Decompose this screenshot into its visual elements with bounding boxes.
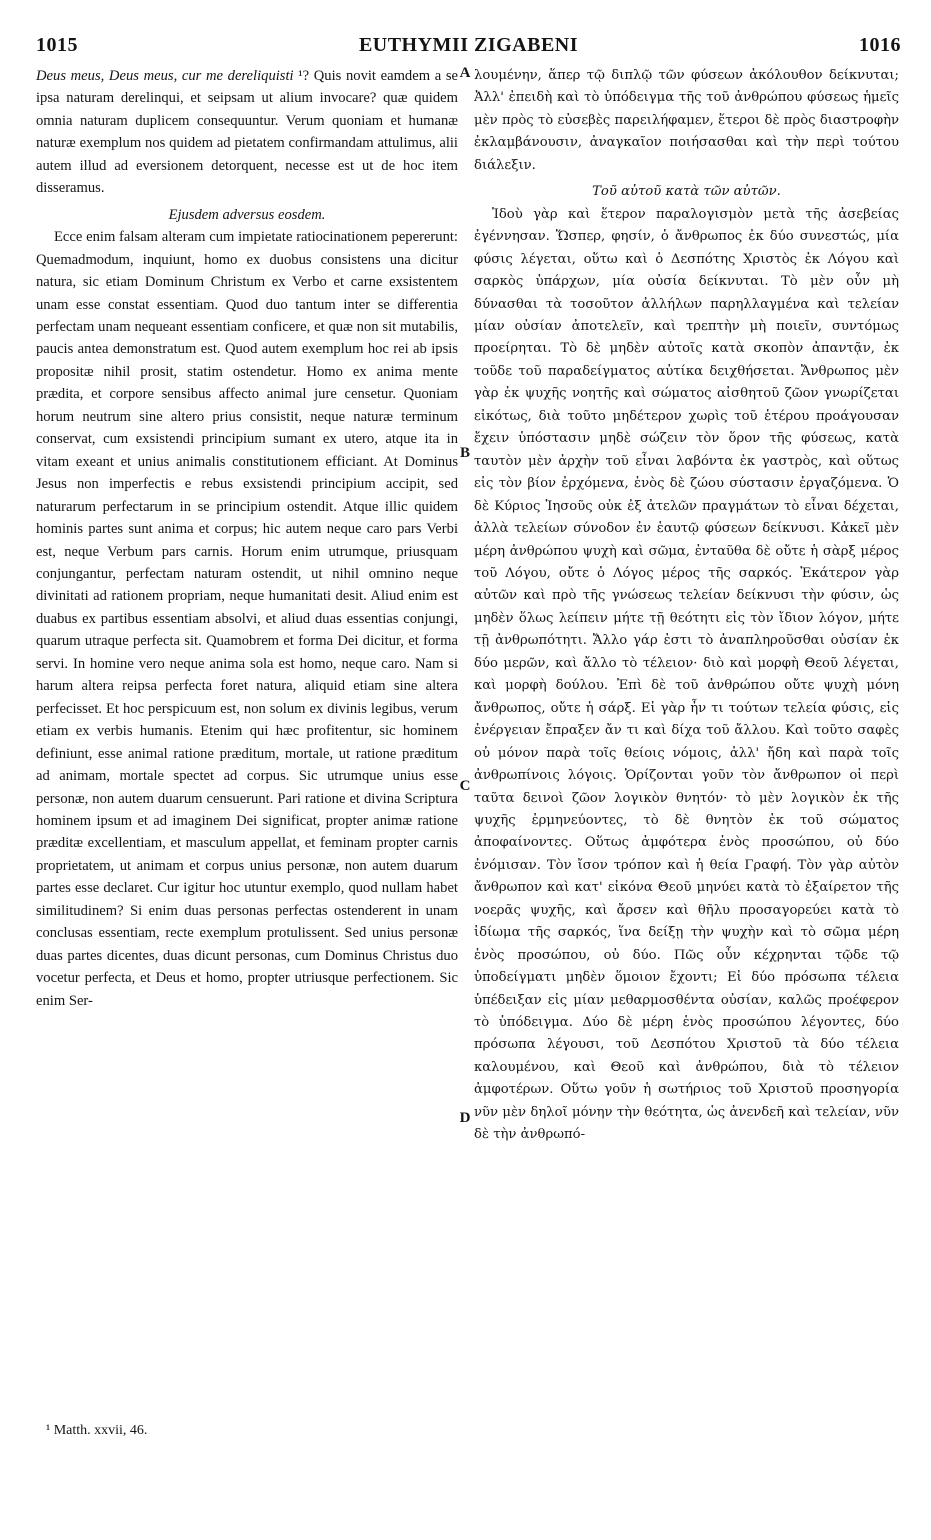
- margin-marker-c: C: [459, 778, 471, 794]
- greek-section-title: Τοῦ αὐτοῦ κατὰ τῶν αὐτῶν.: [592, 184, 781, 200]
- latin-paragraph-2: Ecce enim falsam alteram cum impietate ratiocinationem pepererunt: Quemadmodum, inquiunt, homo ex duobus consistens una dicitur natura, sic etiam Dominum Christum ex Verbo et carne exsistentem unam esse constat essentiam. Quod duo tantum inter se differentia perfectam unam nequeant essentiam conficere, et quæ non sit mutabilis, paucis antea demonstratum est. Quod autem exemplum hoc rei ab ipsis propositæ nihil prosit, statim ostendetur. Homo ex anima mente prædita, et corpore sensibus affecto animal jure censetur. Quoniam horum neutrum sine altero prius consistit, neque naturæ terminum conservat, cum exsistendi principium sumant ex utero, atque ita in vitam exeant et unius animalis constitutionem efficiant. At Dominus Jesus non imperfectis e rebus exsistendi principium accipit, sed naturarum perfectarum in se principium ostendit. Atque illic quidem hominis partes sunt anima et corpus; hic autem neque caro pars Verbi est, neque Verbum pars carnis. Horum enim utrumque, priusquam conjungantur, perfectam naturam ostendit, ut nihil omnino neque divinitati ad rationem propriam, neque humanitati desit. Aliud enim est duabus ex partibus essentiam absolvi, et aliud duas essentias conjungi, quarum utraque perfecta sit. Quamobrem et forma Dei dicitur, et forma servi. In homine vero neque anima sola est homo, neque caro. Nam si harum altera reipsa perfecta foret natura, aliquid etiam sine altera perfecisset. Et hoc perspicuum est, non solum ex divinis legibus, verum etiam ex verbis humanis. Etenim qui hæc profitentur, sic hominem definiunt, esse animal ratione præditum, mortale, ut ratione præditum ad animam, mortale spectet ad corpus. Sic utrumque unius esse personæ, non autem duarum censuerunt. Pari ratione et divina Scriptura hominem ipsum et ad imaginem Dei significat, propter animæ ratione præditæ excellentiam, et masculum appellat, et feminam propter carnis proprietatem, ut animam et corpus unius personæ, non autem duarum partes esse declaret. Cur igitur hoc utuntur exemplo, quod nullam habet similitudinem? Si enim duas personas perfectas ostenderent in unam conclusas essentiam, recte exemplum protulissent. Sed unius personæ duas partes dicentes, duas dicunt personas, cum Dominus Christus duo vocetur perfecta, et Deus et homo, propter utriusque perfectionem. Sic enim Ser-: [36, 229, 458, 1009]
- latin-section-title: Ejusdem adversus eosdem.: [168, 206, 326, 223]
- right-page-number: 1016: [859, 34, 901, 56]
- footnote: ¹ Matth. xxvii, 46.: [46, 1423, 148, 1438]
- greek-paragraph-1: λουμένην, ἅπερ τῷ διπλῷ τῶν φύσεων ἀκόλουθον δείκνυται; Ἀλλ' ἐπειδὴ καὶ τὸ ὑπόδειγμα τῆς τοῦ ἀνθρώπου φύσεως ἡμεῖς μὲν πρὸς τὸ εὐσεβὲς παρειλήφαμεν, ἕτεροι δὲ πρὸς διαστροφὴν ἐκλαμβάνουσιν, ἀναγκαῖον ποιήσασθαι καὶ τὴν περὶ τούτου διάλεξιν.: [474, 68, 899, 173]
- latin-column: [36, 65, 458, 1012]
- latin-paragraph-1-text: ¹? Quis novit eamdem a se ipsa naturam derelinqui, et seipsam ut alium invocare? quæ quidem omnia naturam duplicem consequuntur. Verum quoniam et humanæ naturæ exemplum nos quidem ad pietatem confirmandam attulimus, alii autem illud ad eversionem detorquent, necesse est ut de hoc item disseramus.: [36, 68, 458, 197]
- running-title: EUTHYMII ZIGABENI: [358, 34, 579, 56]
- margin-marker-a: A: [459, 65, 471, 81]
- margin-marker-d: D: [459, 1110, 471, 1126]
- latin-paragraph-1: [36, 65, 458, 200]
- greek-column: [474, 65, 899, 1147]
- margin-marker-b: B: [459, 445, 470, 461]
- greek-paragraph-2: Ἰδοὺ γὰρ καὶ ἕτερον παραλογισμὸν μετὰ τῆς ἀσεβείας ἐγέννησαν. Ὥσπερ, φησίν, ὁ ἄνθρωπος ἐκ δύο συνεστώς, μία φύσις λέγεται, οὕτω καὶ ὁ Δεσπότης Χριστὸς ἐκ Λόγου καὶ σαρκὸς ὑπάρχων, μία οὐσία δείκνυται. Τὸ μὲν οὖν μὴ δύνασθαι τὰ τοσοῦτον ἀλλήλων παρηλλαγμένα καὶ τελείαν μίαν οὐσίαν ἀποτελεῖν, καὶ τρεπτὴν μὴ ποιεῖν, συντόμως προείρηται. Τὸ δὲ μηδὲν αὐτοῖς κατὰ σκοπὸν ἀπαντᾷν, ἐκ τοῦδε τοῦ παραδείγματος αὐτίκα δειχθήσεται. Ἄνθρωπος μὲν γὰρ ἐκ ψυχῆς νοητῆς καὶ σώματος αἰσθητοῦ ζῶον γνωρίζεται εἰκότως, διὰ τοῦτο μηδέτερον χωρὶς τοῦ ἑτέρου προάγουσαν ἔχειν ὑπόστασιν μηδὲ σώζειν τὸν ὅρον τῆς φύσεως, κατὰ ταυτὸν μὲν ἀρχὴν τοῦ εἶναι λαβόντα ἐκ γαστρὸς, καὶ οὕτως εἰς τὸν βίον ἐρχόμενα, ἑνὸς δὲ ζώου σύστασιν ἐργαζόμενα. Ὁ δὲ Κύριος Ἰησοῦς οὐκ ἐξ ἀτελῶν πραγμάτων τὸ εἶναι δέχεται, ἀλλὰ τελείων σύνοδον ἐν ἑαυτῷ φύσεων δείκνυσι. Κἀκεῖ μὲν μέρη ἀνθρώπου ψυχὴ καὶ σῶμα, ἐνταῦθα δὲ οὔτε ἡ σὰρξ μέρος τοῦ Λόγου, οὔτε ὁ Λόγος μέρος τῆς σαρκός. Ἑκάτερον γὰρ αὐτῶν καὶ πρὸ τῆς γνώσεως τελείαν δείκνυσι τὴν φύσιν, ὡς μηδὲν ὅλως λείπειν μήτε τῇ θεότητι εἰς τὸν ἴδιον λόγον, μήτε τῇ ἀνθρωπότητι. Ἄλλο γάρ ἐστι τὸ ἀναπληροῦσθαι οὐσίαν ἐκ δύο μερῶν, καὶ ἄλλο τὸ τέλειον· διὸ καὶ μορφὴ Θεοῦ λέγεται, καὶ μορφὴ δούλου. Ἐπὶ δὲ τοῦ ἀνθρώπου οὔτε ψυχὴ μόνη ἄνθρωπος, οὔτε ἡ σάρξ. Εἰ γὰρ ἦν τι τούτων τελεία φύσις, εἰς ἐνέργειαν ἔπραξεν ἄν τι καὶ δίχα τοῦ ἄλλου. Καὶ τοῦτο σαφὲς οὐ μόνον παρὰ τοῖς θείοις νόμοις, ἀλλ' ἤδη καὶ παρὰ τοῖς ἀνθρωπίνοις λόγοις. Ὁρίζονται γοῦν τὸν ἄνθρωπον οἱ περὶ ταῦτα δεινοὶ ζῶον λογικὸν θνητόν· τὸ μὲν λογικὸν ἐκ τῆς ψυχῆς ἑρμηνεύοντες, τὸ δὲ θνητὸν ἐκ τοῦ σώματος ἀποφαίνοντες. Οὕτως ἀμφότερα ἑνὸς προσώπου, οὐ δύο ἐνόμισαν. Τὸν ἴσον τρόπον καὶ ἡ θεία Γραφή. Τὸν γὰρ αὐτὸν ἄνθρωπον καὶ κατ' εἰκόνα Θεοῦ μηνύει κατὰ τὸ ἐξαίρετον τῆς νοερᾶς ψυχῆς, καὶ ἄρσεν καὶ θῆλυ προσαγορεύει κατὰ τὸ ἰδίωμα τῆς σαρκός, ἵνα δείξῃ τὴν ψυχὴν καὶ τὸ σῶμα μέρη ἑνὸς προσώπου, οὐ δύο. Πῶς οὖν κέχρηνται τῷδε τῷ ὑποδείγματι μηδὲν ὅμοιον ἔχοντι; Εἰ δύο πρόσωπα τέλεια ὑπέδειξαν εἰς μίαν μεθαρμοσθέντα οὐσίαν, καλῶς προέφερον τὸ ὑπόδειγμα. Δύο δὲ μέρη ἑνὸς προσώπου λέγοντες, δύο πρόσωπα λέγουσι, τοῦ Δεσπότου Χριστοῦ τὰ δύο τέλεια καλουμένου, καὶ Θεοῦ καὶ ἀνθρώπου, διὰ τὸ τέλειον ἀμφοτέρων. Οὕτω γοῦν ἡ σωτήριος τοῦ Χριστοῦ προσηγορία νῦν μὲν δηλοῖ μόνην τὴν θεότητα, ὡς ἀνενδεῆ καὶ τελείαν, νῦν δὲ τὴν ἀνθρωπό-: [474, 206, 899, 1143]
- latin-quote: Deus meus, Deus meus, cur me dereliquisti: [36, 68, 294, 84]
- left-page-number: 1015: [36, 34, 78, 56]
- running-header: [36, 34, 901, 60]
